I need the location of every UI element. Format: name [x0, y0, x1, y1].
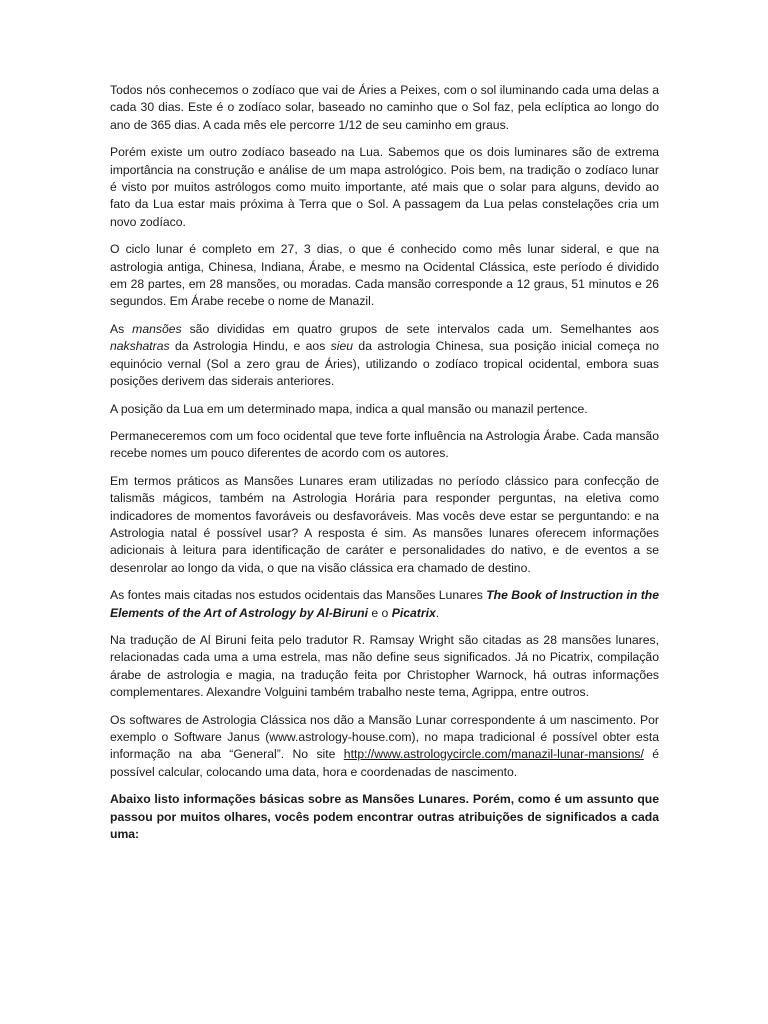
paragraph-2: Porém existe um outro zodíaco baseado na Lua. Sabemos que os dois luminares são de extrema importância na construção e análise de um mapa astrológico. Pois bem, na tradição o zodíaco lunar é visto por muitos astrólogos como muito importante, até mais que o solar para alguns, devido ao fato da Lua estar mais próxima à Terra que o Sol. A passagem da Lua pelas constelações cria um novo zodíaco. — [110, 145, 659, 229]
text-run: As — [110, 321, 133, 336]
paragraph-3: O ciclo lunar é completo em 27, 3 dias, o que é conhecido como mês lunar sideral, e que na astrologia antiga, Chinesa, Indiana, Árabe, e mesmo na Ocidental Clássica, este período é dividido em 28 partes, em 28 mansões, ou moradas. Cada mansão corresponde a 12 graus, 51 minutos e 26 segundos. Em Árabe recebe o nome de Manazil. — [110, 242, 659, 309]
italic-term-mansoes: mansões — [132, 321, 182, 336]
paragraph-10 — [110, 712, 659, 782]
document-page — [110, 82, 659, 853]
text-run: é possível calcular, colocando uma data, hora e coordenadas de nascimento. — [110, 747, 660, 779]
book-title-al-biruni: The Book of Instruction in the Elements of the Art of Astrology by Al-Biruni — [110, 588, 659, 620]
paragraph-5: A posição da Lua em um determinado mapa, indica a qual mansão ou manazil pertence. — [110, 401, 588, 416]
text-run: As fontes mais citadas nos estudos ocidentais das Mansões Lunares — [110, 588, 487, 603]
text-run: da Astrologia Hindu, e aos — [169, 339, 331, 354]
paragraph-9: Na tradução de Al Biruni feita pelo tradutor R. Ramsay Wright são citadas as 28 mansões lunares, relacionadas cada uma a uma estrela, mas não define seus significados. Já no Picatrix, compilação árabe de astrologia e magia, na tradução feita por Christopher Warnock, há outras informações complementares. Alexandre Volguini também trabalho neste tema, Agrippa, entre outros. — [110, 632, 659, 700]
paragraph-8 — [110, 587, 659, 622]
paragraph-1: Todos nós conhecemos o zodíaco que vai de Áries a Peixes, com o sol iluminando cada uma delas a cada 30 dias. Este é o zodíaco solar, baseado no caminho que o Sol faz, pela eclíptica ao longo do ano de 365 dias. A cada mês ele percorre 1/12 de seu caminho em graus. — [110, 83, 659, 132]
text-run: Os softwares de Astrologia Clássica nos dão a Mansão Lunar correspondente á um nascimento. Por exemplo o Software Janus (www.astrology-house.com), no mapa tradicional é possível obter esta informação na aba “General”. No site — [110, 712, 659, 762]
italic-term-sieu: sieu — [330, 339, 354, 354]
paragraph-4 — [110, 321, 659, 391]
paragraph-6: Permaneceremos com um foco ocidental que teve forte influência na Astrologia Árabe. Cada mansão recebe nomes um pouco diferentes de acordo com os autores. — [110, 428, 659, 461]
text-run: da astrologia Chinesa, sua posição inicial começa no equinócio vernal (Sol a zero grau de Áries), utilizando o zodíaco tropical ocidental, embora suas posições derivem das siderais anteriores. — [110, 339, 659, 389]
astrologycircle-link[interactable]: http://www.astrologycircle.com/manazil-lunar-mansions/ — [343, 747, 644, 762]
book-title-picatrix: Picatrix — [391, 605, 436, 620]
text-run: . — [435, 605, 440, 620]
paragraph-11: Abaixo listo informações básicas sobre as Mansões Lunares. Porém, como é um assunto que passou por muitos olhares, vocês podem encontrar outras atribuições de significados a cada uma: — [110, 792, 659, 842]
italic-term-nakshatras: nakshatras — [110, 339, 170, 354]
text-run: são divididas em quatro grupos de sete intervalos cada um. Semelhantes aos — [181, 321, 660, 336]
paragraph-7: Em termos práticos as Mansões Lunares eram utilizadas no período clássico para confecção de talismãs mágicos, também na Astrologia Horária para responder perguntas, na eletiva como indicadores de momentos favoráveis ou desfavoráveis. Mas vocês deve estar se perguntando: e na Astrologia natal é possível usar? A resposta é sim. As mansões lunares oferecem informações adicionais à leitura para identificação de caráter e personalidades do nativo, e de eventos a se desenrolar ao longo da vida, o que na visão clássica era chamado de destino. — [110, 473, 659, 575]
text-run: e o — [367, 605, 392, 620]
